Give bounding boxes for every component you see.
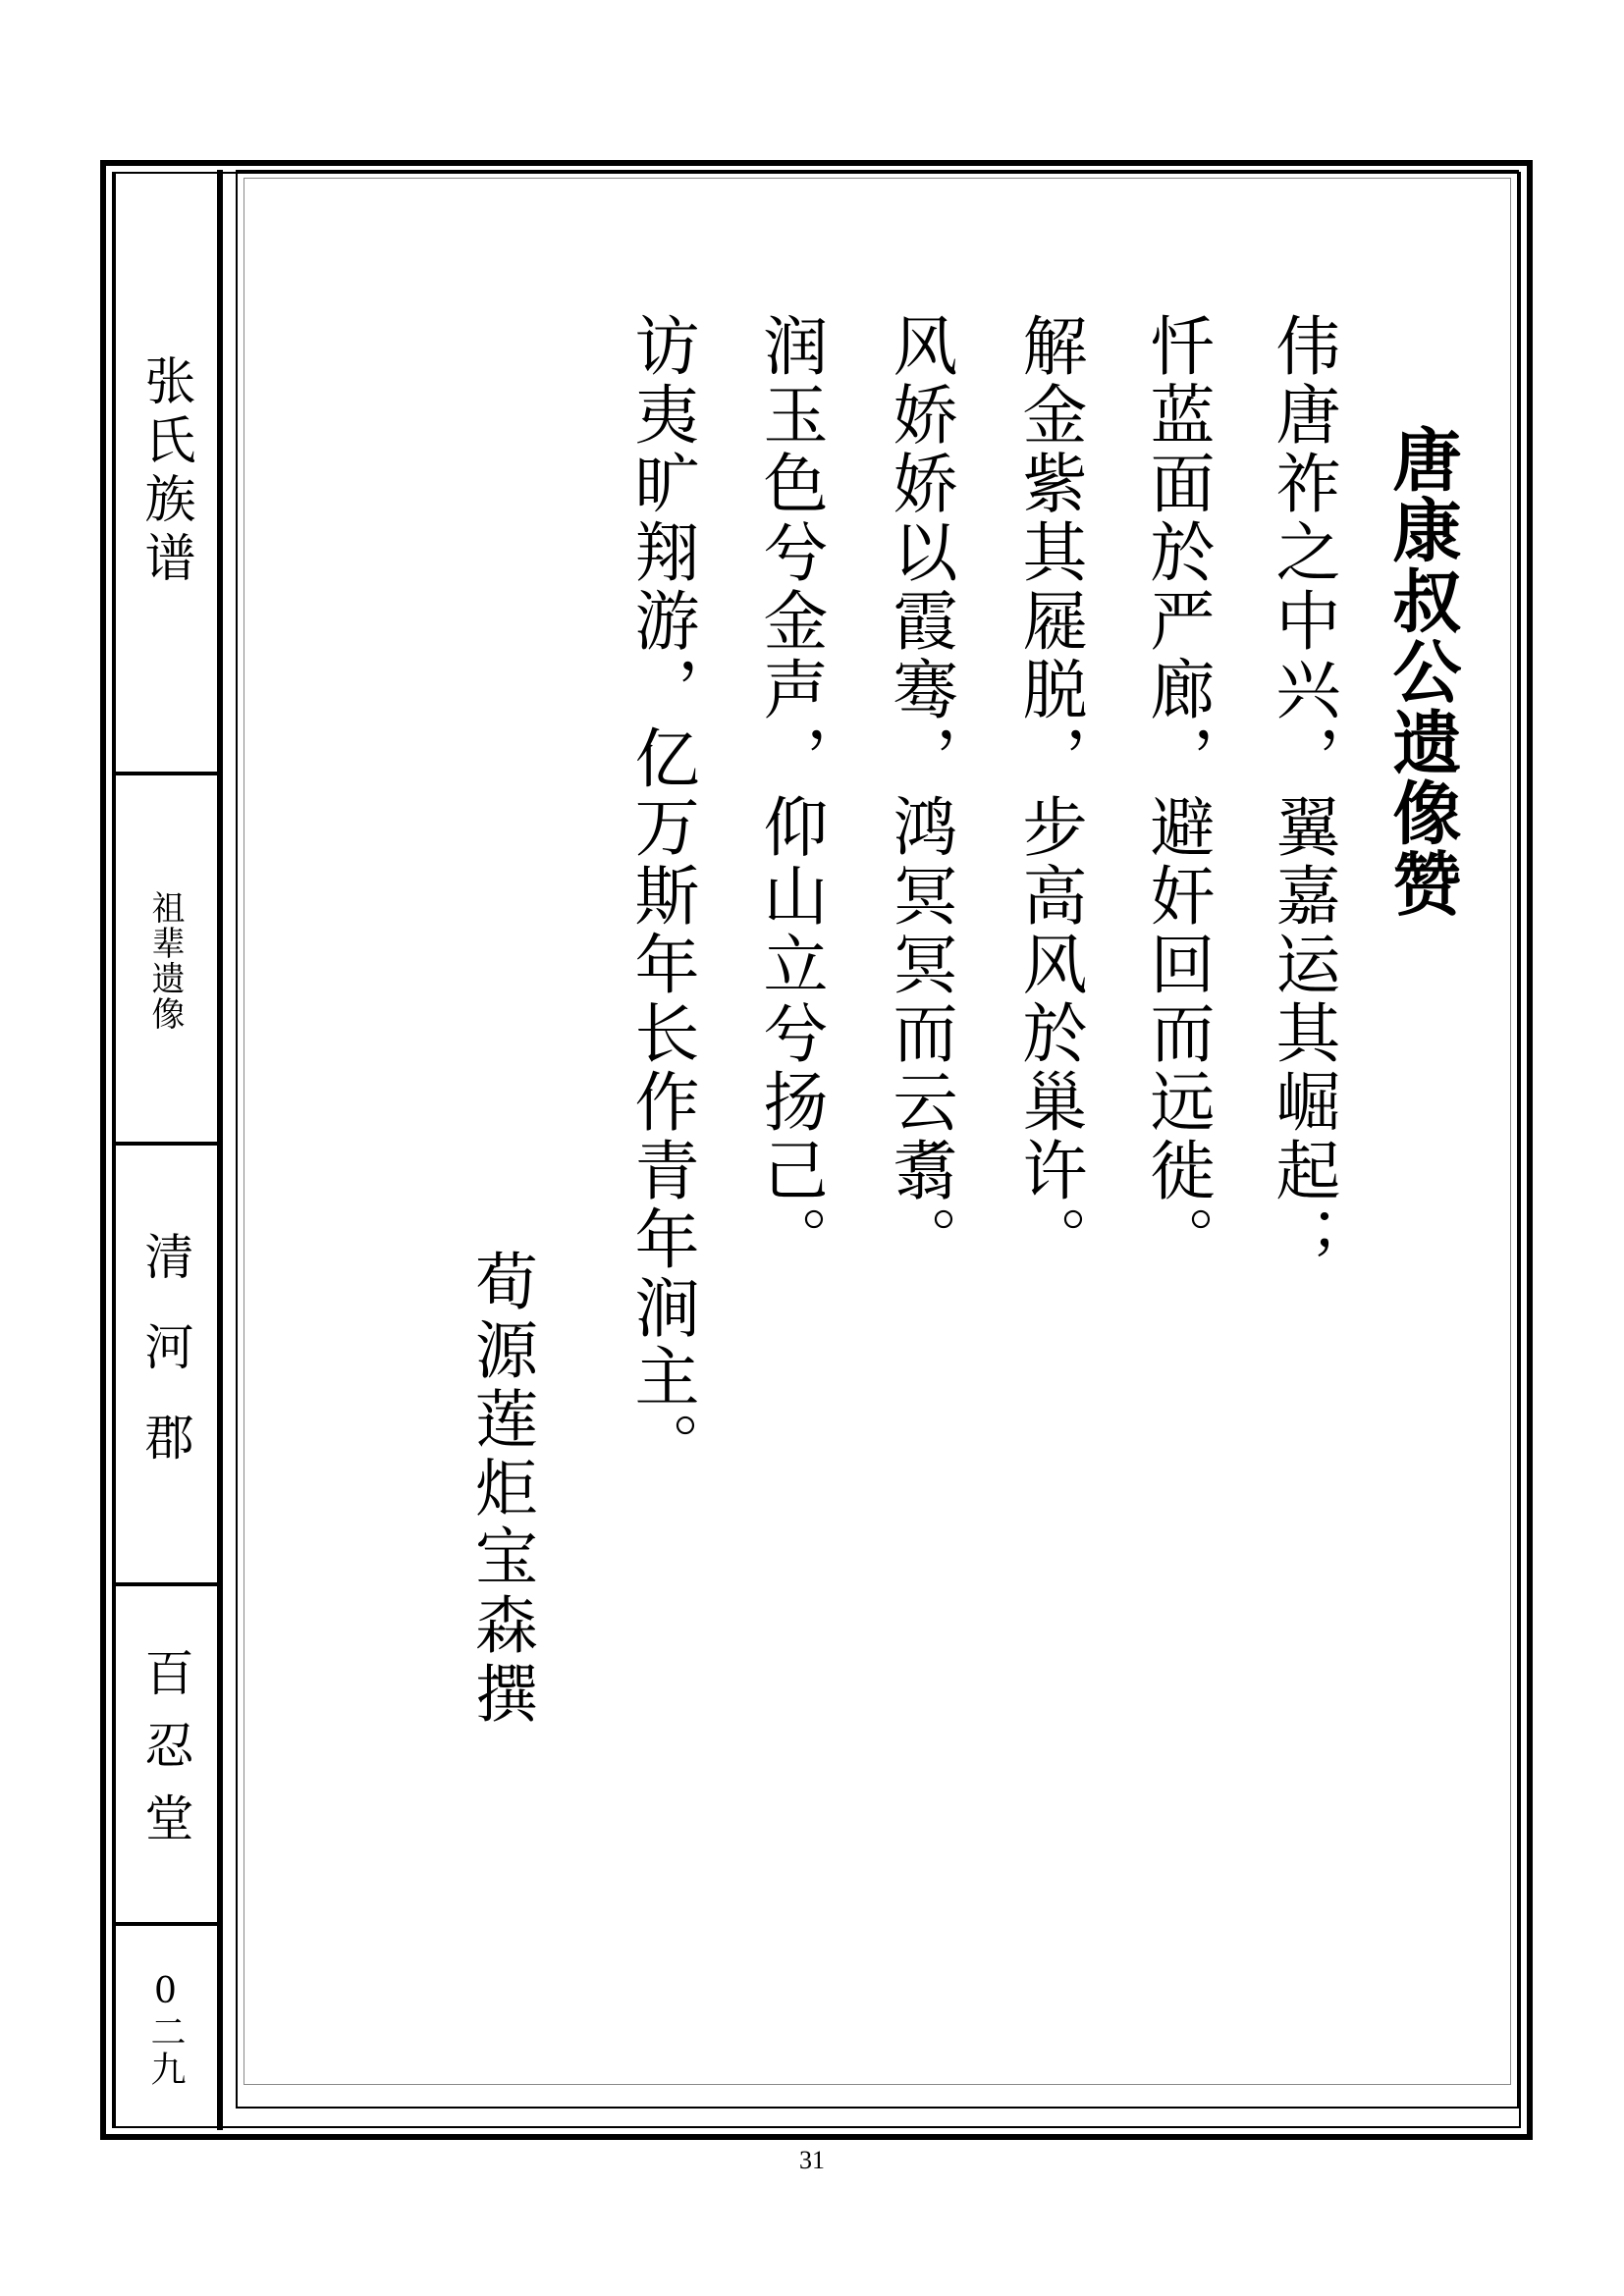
spine-commandery-cell [114,1149,217,1586]
spine-hall-cell [114,1590,217,1926]
author-signature: 荀源莲炬宝森撰 [464,1249,537,1730]
spine-book-title-cell [114,172,217,775]
leaf-number: 0二九 [145,1970,186,2088]
spine-section-cell [114,779,217,1146]
hall-name: 百忍堂 [136,1647,194,1865]
spine-leaf-number-cell [114,1930,217,2128]
poem-line: 忏蓝面於严廊，避奸回而远徙。 [1139,312,1215,1274]
page-number: 31 [799,2146,825,2174]
book-title: 张氏族谱 [135,353,194,590]
poem-title: 唐康叔公遗像赞 [1381,424,1463,919]
poem-line: 风娇娇以霞骞，鸿冥冥而云翥。 [882,312,957,1274]
poem-line: 伟唐祚之中兴，翼嘉运其崛起； [1265,312,1340,1274]
poem-line: 润玉色兮金声，仰山立兮扬己。 [752,312,828,1274]
poem-line: 访夷旷翔游，亿万斯年长作青年涧主。 [623,312,699,1480]
section-title: 祖辈遗像 [145,889,185,1032]
commandery-name: 清河郡 [136,1230,194,1502]
poem-line: 解金紫其屣脱，步高风於巢许。 [1011,312,1087,1274]
